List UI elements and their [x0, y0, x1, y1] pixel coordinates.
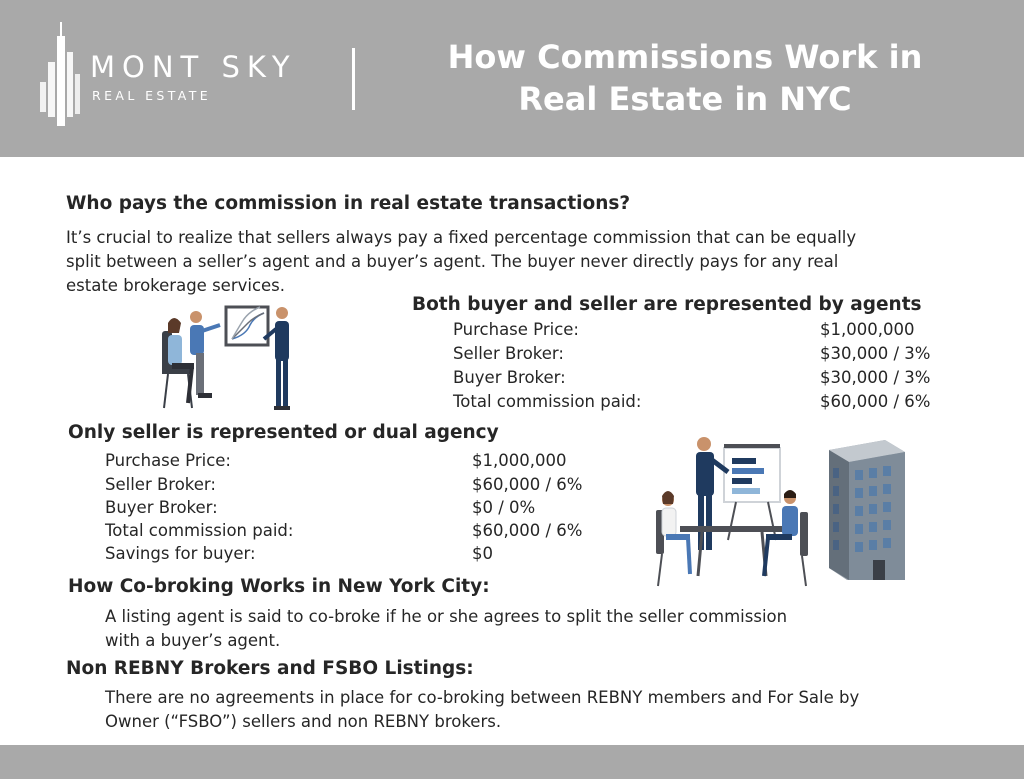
presentation-illustration-icon [158, 303, 298, 413]
brand-subtitle: REAL ESTATE [92, 88, 212, 103]
table-row-label: Buyer Broker: [453, 368, 566, 387]
co-broking-line-1: A listing agent is said to co-broke if he or she agrees to split the seller commission [105, 607, 788, 626]
table-row-value: $1,000,000 [472, 451, 567, 470]
table-row-label: Total commission paid: [453, 392, 642, 411]
table-row-value: $60,000 / 6% [472, 475, 583, 494]
table-row-value: $1,000,000 [820, 320, 915, 339]
table-row-label: Seller Broker: [105, 475, 216, 494]
title-line-1: How Commissions Work in [447, 38, 923, 76]
table-row-value: $0 / 0% [472, 498, 536, 517]
header-divider [352, 48, 355, 110]
both-represented-heading: Both buyer and seller are represented by agents [412, 294, 922, 315]
non-rebny-heading: Non REBNY Brokers and FSBO Listings: [66, 658, 474, 679]
table-row-label: Buyer Broker: [105, 498, 218, 517]
title-line-2: Real Estate in NYC [518, 80, 852, 118]
table-row-label: Purchase Price: [105, 451, 231, 470]
co-broking-paragraph [105, 605, 985, 653]
co-broking-line-2: with a buyer’s agent. [105, 631, 281, 650]
page-title [390, 36, 980, 120]
non-rebny-line-2: Owner (“FSBO”) sellers and non REBNY brokers. [105, 712, 502, 731]
who-pays-line-1: It’s crucial to realize that sellers always pay a fixed percentage commission that can be equally [66, 228, 857, 247]
table-row-label: Total commission paid: [105, 521, 294, 540]
who-pays-paragraph [66, 226, 986, 298]
table-row-value: $0 [472, 544, 493, 563]
table-row-value: $60,000 / 6% [472, 521, 583, 540]
non-rebny-line-1: There are no agreements in place for co-broking between REBNY members and For Sale by [105, 688, 860, 707]
seller-only-heading: Only seller is represented or dual agency [68, 422, 499, 443]
table-row-label: Savings for buyer: [105, 544, 256, 563]
who-pays-heading: Who pays the commission in real estate transactions? [66, 193, 631, 214]
co-broking-heading: How Co-broking Works in New York City: [68, 576, 490, 597]
meeting-illustration-icon [652, 436, 812, 590]
footer-band [0, 745, 1024, 779]
who-pays-line-3: estate brokerage services. [66, 276, 286, 295]
header-banner [0, 0, 1024, 157]
table-row-value: $30,000 / 3% [820, 368, 931, 387]
table-row-value: $60,000 / 6% [820, 392, 931, 411]
table-row-label: Seller Broker: [453, 344, 564, 363]
table-row-value: $30,000 / 3% [820, 344, 931, 363]
non-rebny-paragraph [105, 686, 995, 734]
table-row-label: Purchase Price: [453, 320, 579, 339]
building-illustration-icon [827, 438, 907, 583]
who-pays-line-2: split between a seller’s agent and a buyer’s agent. The buyer never directly pays for any real [66, 252, 839, 271]
brand-name: MONT SKY [90, 50, 297, 84]
logo-skyline-icon [38, 22, 84, 130]
